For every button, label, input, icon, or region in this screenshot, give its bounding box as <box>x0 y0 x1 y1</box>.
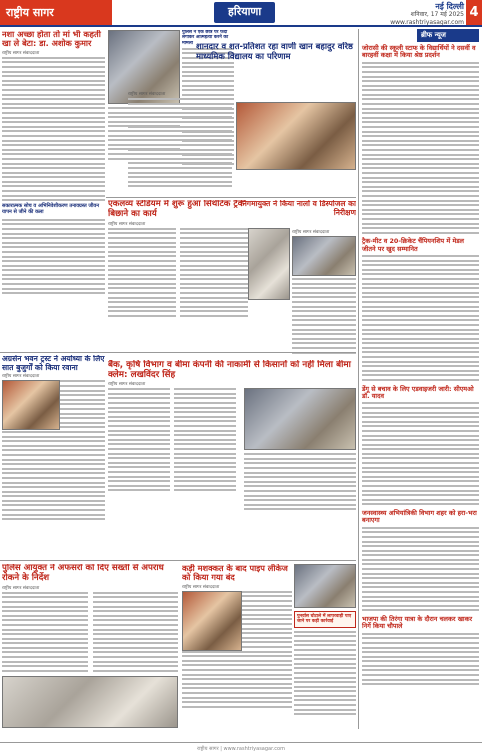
story-police-commissioner <box>2 564 178 740</box>
photo-lakes <box>182 591 242 651</box>
brief-headline-2: ट्रैक-मीट व 20-क्रिकेट चैंपियनशिप में मेडल जीतने पर खुद सम्मानित <box>362 237 465 253</box>
sidebar-title: ब्रीफ न्यूज <box>417 29 479 42</box>
brief-headline-3: डेंगू से बचाव के लिए एडवाइजरी जारी: सीएमओ डॉ. यादव <box>362 384 474 400</box>
photo-ayodhya <box>2 380 60 430</box>
body-drug-2 <box>2 219 105 295</box>
brief-item-2 <box>359 236 482 381</box>
city: नई दिल्ली <box>435 2 464 11</box>
byline-police-commissioner: राष्ट्रीय सागर संवाददाता <box>2 585 40 591</box>
subhead-drug: सकारात्मक सोच व अभिनिवेशीकरण तनावग्रस्त जीवन यापन से जीने की कला <box>2 203 99 215</box>
brief-item-1 <box>359 45 482 234</box>
headline-result-box <box>196 42 358 72</box>
photo-small <box>294 564 356 608</box>
paper-name: राष्ट्रीय सागर <box>0 0 112 25</box>
photo-bank <box>244 388 356 450</box>
photo-nigam <box>292 236 356 276</box>
headline-nigam: निगमायुक्त ने किया नालों व डिस्पोजल का निरीक्षण <box>240 200 356 217</box>
brief-item-4 <box>359 508 482 611</box>
brief-body-3 <box>362 402 479 505</box>
section-label: हरियाणा <box>214 2 275 23</box>
body-nigam-box <box>292 228 356 356</box>
headline-ekalavya: एकलव्य स्टेडियम में शुरू हुआ सिंथेटिक ट्रैक बिछाने का कार्य <box>108 200 245 219</box>
headline-lakes: कड़ी मशक्कत के बाद पाइप लीकेज को किया गया बंद <box>182 564 288 583</box>
byline-ayodhya: राष्ट्रीय सागर संवाददाता <box>2 374 40 380</box>
story-ekalavya <box>108 200 248 356</box>
byline-bank: राष्ट्रीय सागर संवाददाता <box>108 382 146 388</box>
body-bank <box>108 388 236 494</box>
headline-drug: नशा अच्छा होता तो मां भी कहती खा ले बेटा: डा. अशोक कुमार <box>2 30 101 49</box>
brief-body-1 <box>362 62 479 234</box>
body-police-commissioner <box>2 592 178 675</box>
body-nigam <box>292 278 356 354</box>
headline-police-commissioner: पुलिस आयुक्त ने अफसरों को दिए सख्ती से अपराध रोकने के निर्देश <box>2 564 164 583</box>
body-result <box>128 98 232 190</box>
body-ekalavya <box>108 228 248 320</box>
small-box <box>294 611 356 628</box>
brief-body-2 <box>362 255 479 381</box>
story-drug <box>2 30 105 348</box>
brief-body-5 <box>362 633 479 686</box>
footer: राष्ट्रीय सागर | www.rashtriyasagar.com <box>0 742 482 755</box>
brief-headline-5: भाजपा की तिरंगा यात्रा के दौरान चलकर खाकर निर्गे किया चौपाले <box>362 615 473 631</box>
story-small-boxed <box>294 564 356 740</box>
brief-body-4 <box>362 527 479 612</box>
brief-headline-1: जोरासी की स्कूली स्टाफ के विद्यार्थियों ने दसवीं व बारहवीं कक्षा में किया श्रेष्ठ प्रदर्शन <box>362 44 476 60</box>
byline-ekalavya: राष्ट्रीय सागर संवाददाता <box>108 221 146 227</box>
brief-item-3 <box>359 384 482 506</box>
page-number: 4 <box>466 0 482 25</box>
story-ayodhya <box>2 355 105 559</box>
byline-lakes: राष्ट्रीय सागर संवाददाता <box>182 584 220 590</box>
headline-police-tarun: पुलिस ने एक छात्र पर फंदा लगाकर आत्महत्या करने का मामला <box>182 30 229 46</box>
story-lakes <box>182 564 292 740</box>
photo-result <box>236 102 356 170</box>
byline-drug: राष्ट्रीय सागर संवाददाता <box>2 50 40 56</box>
byline-result: राष्ट्रीय सागर संवाददाता <box>128 92 166 97</box>
headline-ayodhya: अग्रसेन भवन ट्रस्ट ने अयोध्या के लिए सात बुजुर्गों को किया रवाना <box>2 355 105 372</box>
headline-nigam-box <box>236 200 356 226</box>
body-drug <box>2 57 105 201</box>
masthead <box>0 0 482 27</box>
body-bank-2 <box>244 453 356 513</box>
byline-nigam: राष्ट्रीय सागर संवाददाता <box>292 230 330 235</box>
photo-ekalavya-box <box>248 228 290 300</box>
story-bank <box>108 360 356 556</box>
dateline <box>390 3 464 27</box>
brief-item-5 <box>359 614 482 685</box>
headline-bank: बैंक, कृषि विभाग व बीमा कंपनी की नाकामी से किसानों को नहीं मिला बीमा क्लेम: लखविंदर सिंह <box>108 360 351 381</box>
photo-ekalavya <box>248 228 290 300</box>
sidebar-brief-news <box>358 29 482 729</box>
brief-headline-4: जनस्वास्थ्य अभियांत्रिकी विभाग शहर को हरा-भरा बनाएगा <box>362 509 477 525</box>
body-small-boxed <box>294 631 356 716</box>
headline-result: शानदार व शत-प्रतिशत रहा वाणी खान बहादुर वरिष्ठ माध्यमिक विद्यालय का परिणाम <box>196 42 353 61</box>
headline-small-boxed: पुनर्वास घोटाले में लापरवाही पाए जाने पर कड़ी कार्रवाई <box>297 614 352 625</box>
result-content <box>108 80 356 192</box>
website: www.rashtriyasagar.com <box>390 19 464 26</box>
photo-police-commissioner <box>2 676 178 728</box>
date: शनिवार, 17 मई 2025 <box>410 11 464 18</box>
